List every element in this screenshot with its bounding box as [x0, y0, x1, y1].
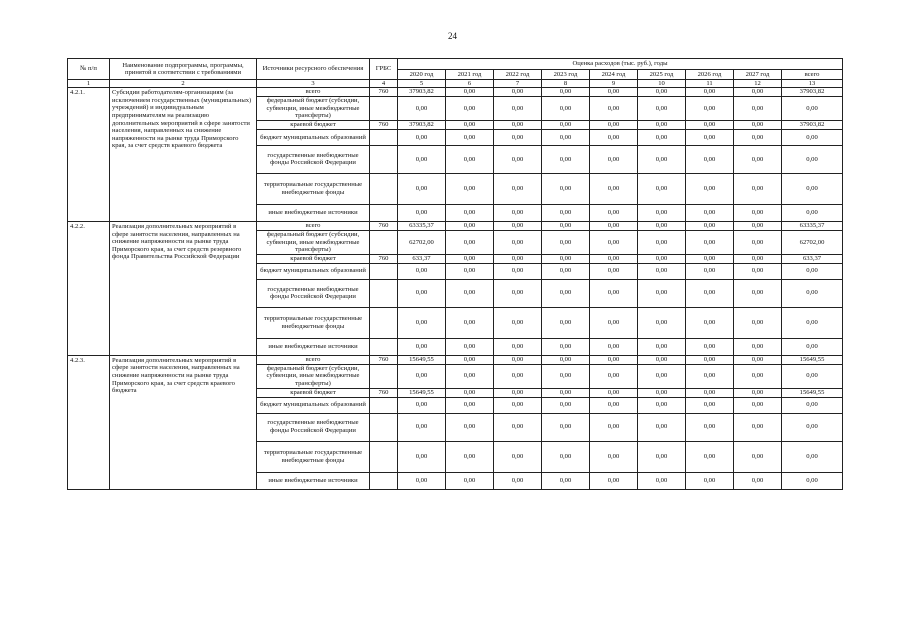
- header-year: 2026 год: [686, 69, 734, 80]
- funding-source: территориальные государственные внебюджетные фонды: [257, 307, 370, 338]
- grbs-code: [370, 441, 398, 472]
- amount-cell: 0,00: [590, 145, 638, 173]
- column-index: 5: [398, 80, 446, 88]
- amount-cell: 0,00: [686, 230, 734, 254]
- amount-cell: 0,00: [494, 129, 542, 145]
- table-row: [68, 355, 843, 364]
- amount-cell: 0,00: [590, 307, 638, 338]
- amount-cell: 62702,00: [398, 230, 446, 254]
- amount-cell: 0,00: [734, 307, 782, 338]
- amount-cell: 0,00: [446, 279, 494, 307]
- column-index: 1: [68, 80, 110, 88]
- amount-cell: 0,00: [446, 263, 494, 279]
- amount-cell: 0,00: [638, 263, 686, 279]
- amount-cell: 0,00: [590, 397, 638, 413]
- table-row: [68, 221, 843, 230]
- funding-source: федеральный бюджет (субсидии, субвенции, иные межбюджетные трансферты): [257, 364, 370, 388]
- amount-cell: 0,00: [494, 173, 542, 204]
- amount-cell: 0,00: [686, 129, 734, 145]
- budget-table: [67, 58, 843, 490]
- amount-cell: 0,00: [398, 97, 446, 121]
- funding-source: всего: [257, 355, 370, 364]
- amount-cell: 0,00: [734, 338, 782, 355]
- header-year: 2020 год: [398, 69, 446, 80]
- amount-cell: 0,00: [398, 413, 446, 441]
- amount-total: 0,00: [782, 472, 843, 489]
- header-estimate: Оценка расходов (тыс. руб.), годы: [398, 59, 843, 70]
- amount-total: 0,00: [782, 97, 843, 121]
- amount-cell: 0,00: [638, 145, 686, 173]
- amount-cell: 0,00: [542, 173, 590, 204]
- amount-cell: 0,00: [686, 364, 734, 388]
- amount-cell: 0,00: [494, 145, 542, 173]
- amount-total: 0,00: [782, 279, 843, 307]
- column-index: 2: [110, 80, 257, 88]
- grbs-code: [370, 413, 398, 441]
- amount-cell: 0,00: [542, 413, 590, 441]
- amount-cell: 0,00: [494, 230, 542, 254]
- amount-cell: 0,00: [494, 355, 542, 364]
- grbs-code: [370, 472, 398, 489]
- amount-cell: 0,00: [494, 307, 542, 338]
- grbs-code: [370, 279, 398, 307]
- amount-cell: 0,00: [734, 355, 782, 364]
- funding-source: государственные внебюджетные фонды Российской Федерации: [257, 413, 370, 441]
- column-index: 7: [494, 80, 542, 88]
- amount-cell: 0,00: [734, 120, 782, 129]
- funding-source: иные внебюджетные источники: [257, 204, 370, 221]
- grbs-code: [370, 204, 398, 221]
- grbs-code: 760: [370, 88, 398, 97]
- header-num: № п/п: [68, 59, 110, 80]
- amount-total: 15649,55: [782, 355, 843, 364]
- amount-cell: 0,00: [686, 221, 734, 230]
- funding-source: бюджет муниципальных образований: [257, 129, 370, 145]
- amount-cell: 0,00: [638, 204, 686, 221]
- column-index-row: [68, 80, 843, 88]
- amount-cell: 0,00: [590, 263, 638, 279]
- amount-cell: 0,00: [542, 97, 590, 121]
- funding-source: краевой бюджет: [257, 120, 370, 129]
- amount-cell: 0,00: [494, 397, 542, 413]
- amount-total: 0,00: [782, 307, 843, 338]
- amount-cell: 0,00: [446, 338, 494, 355]
- amount-cell: 0,00: [542, 230, 590, 254]
- grbs-code: [370, 129, 398, 145]
- amount-cell: 0,00: [638, 397, 686, 413]
- amount-cell: 0,00: [734, 263, 782, 279]
- amount-total: 0,00: [782, 338, 843, 355]
- amount-total: 62702,00: [782, 230, 843, 254]
- amount-cell: 0,00: [446, 472, 494, 489]
- amount-cell: 0,00: [590, 204, 638, 221]
- amount-cell: 0,00: [542, 145, 590, 173]
- amount-cell: 0,00: [686, 388, 734, 397]
- amount-total: 0,00: [782, 173, 843, 204]
- amount-cell: 0,00: [638, 97, 686, 121]
- amount-cell: 0,00: [734, 279, 782, 307]
- amount-cell: 0,00: [494, 263, 542, 279]
- amount-cell: 0,00: [446, 254, 494, 263]
- grbs-code: [370, 364, 398, 388]
- amount-cell: 0,00: [734, 173, 782, 204]
- amount-cell: 0,00: [686, 254, 734, 263]
- funding-source: территориальные государственные внебюджетные фонды: [257, 173, 370, 204]
- grbs-code: [370, 173, 398, 204]
- amount-cell: 0,00: [494, 97, 542, 121]
- column-index: 9: [590, 80, 638, 88]
- amount-cell: 0,00: [494, 338, 542, 355]
- amount-cell: 0,00: [494, 254, 542, 263]
- amount-cell: 0,00: [638, 279, 686, 307]
- amount-total: 633,37: [782, 254, 843, 263]
- funding-source: всего: [257, 88, 370, 97]
- amount-cell: 0,00: [398, 204, 446, 221]
- amount-cell: 0,00: [446, 230, 494, 254]
- amount-cell: 0,00: [638, 413, 686, 441]
- amount-total: 0,00: [782, 204, 843, 221]
- amount-cell: 0,00: [446, 97, 494, 121]
- grbs-code: [370, 397, 398, 413]
- amount-cell: 0,00: [446, 173, 494, 204]
- amount-cell: 0,00: [446, 120, 494, 129]
- amount-cell: 0,00: [686, 120, 734, 129]
- header-year: 2022 год: [494, 69, 542, 80]
- amount-cell: 0,00: [590, 254, 638, 263]
- amount-cell: 0,00: [638, 472, 686, 489]
- amount-cell: 0,00: [590, 364, 638, 388]
- amount-cell: 0,00: [590, 355, 638, 364]
- amount-cell: 0,00: [398, 173, 446, 204]
- header-year: 2025 год: [638, 69, 686, 80]
- amount-cell: 0,00: [590, 338, 638, 355]
- grbs-code: [370, 97, 398, 121]
- amount-cell: 0,00: [494, 364, 542, 388]
- amount-cell: 0,00: [734, 230, 782, 254]
- amount-cell: 0,00: [638, 129, 686, 145]
- amount-cell: 0,00: [734, 397, 782, 413]
- amount-cell: 0,00: [686, 97, 734, 121]
- table-body: [68, 88, 843, 489]
- amount-cell: 0,00: [446, 145, 494, 173]
- amount-cell: 0,00: [494, 221, 542, 230]
- amount-cell: 0,00: [542, 279, 590, 307]
- row-number: 4.2.1.: [68, 88, 110, 222]
- amount-cell: 0,00: [494, 441, 542, 472]
- amount-cell: 633,37: [398, 254, 446, 263]
- amount-cell: 0,00: [686, 263, 734, 279]
- amount-cell: 0,00: [590, 472, 638, 489]
- funding-source: территориальные государственные внебюджетные фонды: [257, 441, 370, 472]
- amount-cell: 0,00: [734, 129, 782, 145]
- amount-cell: 0,00: [590, 221, 638, 230]
- amount-cell: 0,00: [686, 355, 734, 364]
- amount-cell: 0,00: [398, 472, 446, 489]
- table-header: [68, 59, 843, 88]
- amount-cell: 0,00: [734, 472, 782, 489]
- funding-source: иные внебюджетные источники: [257, 472, 370, 489]
- amount-cell: 0,00: [494, 279, 542, 307]
- measure-name: Реализация дополнительных мероприятий в сфере занятости населения, направленных на снижение напряженности на рынке труда Приморского края, за счет средств краевого бюджета: [110, 355, 257, 489]
- amount-cell: 0,00: [638, 338, 686, 355]
- amount-cell: 0,00: [590, 129, 638, 145]
- amount-cell: 0,00: [446, 221, 494, 230]
- header-year: 2023 год: [542, 69, 590, 80]
- amount-cell: 0,00: [398, 364, 446, 388]
- amount-cell: 0,00: [734, 97, 782, 121]
- amount-cell: 0,00: [398, 338, 446, 355]
- amount-cell: 0,00: [590, 88, 638, 97]
- amount-cell: 0,00: [590, 279, 638, 307]
- amount-cell: 0,00: [542, 388, 590, 397]
- amount-cell: 0,00: [734, 221, 782, 230]
- header-source: Источники ресурсного обеспечения: [257, 59, 370, 80]
- amount-cell: 0,00: [734, 413, 782, 441]
- grbs-code: [370, 307, 398, 338]
- grbs-code: [370, 230, 398, 254]
- column-index: 13: [782, 80, 843, 88]
- column-index: 3: [257, 80, 370, 88]
- amount-cell: 0,00: [686, 204, 734, 221]
- amount-cell: 0,00: [686, 441, 734, 472]
- amount-cell: 0,00: [686, 173, 734, 204]
- amount-cell: 0,00: [638, 88, 686, 97]
- amount-cell: 0,00: [542, 88, 590, 97]
- amount-cell: 0,00: [398, 397, 446, 413]
- grbs-code: [370, 338, 398, 355]
- column-index: 11: [686, 80, 734, 88]
- amount-cell: 0,00: [590, 173, 638, 204]
- amount-cell: 0,00: [542, 355, 590, 364]
- funding-source: краевой бюджет: [257, 254, 370, 263]
- amount-cell: 0,00: [686, 397, 734, 413]
- grbs-code: 760: [370, 355, 398, 364]
- grbs-code: 760: [370, 221, 398, 230]
- amount-cell: 0,00: [446, 388, 494, 397]
- amount-cell: 0,00: [494, 120, 542, 129]
- amount-total: 0,00: [782, 397, 843, 413]
- amount-cell: 0,00: [494, 388, 542, 397]
- amount-cell: 0,00: [734, 441, 782, 472]
- amount-total: 0,00: [782, 364, 843, 388]
- amount-cell: 0,00: [590, 441, 638, 472]
- grbs-code: 760: [370, 254, 398, 263]
- amount-cell: 0,00: [590, 388, 638, 397]
- amount-total: 37903,82: [782, 120, 843, 129]
- amount-cell: 0,00: [734, 388, 782, 397]
- grbs-code: 760: [370, 120, 398, 129]
- column-index: 6: [446, 80, 494, 88]
- amount-cell: 0,00: [590, 230, 638, 254]
- amount-cell: 0,00: [734, 204, 782, 221]
- amount-total: 0,00: [782, 145, 843, 173]
- amount-cell: 0,00: [638, 355, 686, 364]
- amount-cell: 0,00: [542, 472, 590, 489]
- amount-cell: 0,00: [542, 221, 590, 230]
- amount-cell: 0,00: [446, 364, 494, 388]
- amount-cell: 0,00: [590, 120, 638, 129]
- amount-cell: 0,00: [734, 88, 782, 97]
- amount-cell: 0,00: [398, 129, 446, 145]
- amount-cell: 0,00: [542, 441, 590, 472]
- row-number: 4.2.3.: [68, 355, 110, 489]
- header-year: 2027 год: [734, 69, 782, 80]
- amount-cell: 0,00: [494, 413, 542, 441]
- header-name: Наименование подпрограммы, программы, принятой в соответствии с требованиями: [110, 59, 257, 80]
- amount-total: 15649,55: [782, 388, 843, 397]
- amount-cell: 0,00: [638, 364, 686, 388]
- amount-total: 37903,82: [782, 88, 843, 97]
- amount-total: 0,00: [782, 413, 843, 441]
- amount-total: 0,00: [782, 441, 843, 472]
- funding-source: краевой бюджет: [257, 388, 370, 397]
- funding-source: федеральный бюджет (субсидии, субвенции, иные межбюджетные трансферты): [257, 97, 370, 121]
- amount-cell: 0,00: [734, 364, 782, 388]
- funding-source: бюджет муниципальных образований: [257, 397, 370, 413]
- funding-source: федеральный бюджет (субсидии, субвенции, иные межбюджетные трансферты): [257, 230, 370, 254]
- grbs-code: [370, 263, 398, 279]
- amount-cell: 0,00: [398, 263, 446, 279]
- amount-cell: 0,00: [638, 173, 686, 204]
- amount-cell: 0,00: [446, 88, 494, 97]
- amount-cell: 0,00: [638, 441, 686, 472]
- row-number: 4.2.2.: [68, 221, 110, 355]
- amount-cell: 0,00: [446, 355, 494, 364]
- amount-cell: 0,00: [446, 204, 494, 221]
- amount-cell: 15649,55: [398, 388, 446, 397]
- amount-cell: 0,00: [686, 413, 734, 441]
- amount-cell: 0,00: [542, 397, 590, 413]
- amount-cell: 37903,82: [398, 88, 446, 97]
- amount-cell: 63335,37: [398, 221, 446, 230]
- amount-cell: 0,00: [590, 413, 638, 441]
- amount-cell: 0,00: [590, 97, 638, 121]
- table-row: [68, 88, 843, 97]
- amount-cell: 0,00: [542, 129, 590, 145]
- amount-cell: 0,00: [638, 254, 686, 263]
- amount-cell: 0,00: [686, 472, 734, 489]
- amount-cell: 0,00: [398, 279, 446, 307]
- header-year: 2024 год: [590, 69, 638, 80]
- measure-name: Субсидии работодателям-организациям (за исключением государственных (муниципальных) учреждений) и индивидуальным предпринимателям на реализацию дополнительных мероприятий в сфере занятости населения, направленных на снижение напряженности на рынке труда Приморского края, за счет средств краевого бюджета: [110, 88, 257, 222]
- funding-source: бюджет муниципальных образований: [257, 263, 370, 279]
- column-index: 12: [734, 80, 782, 88]
- amount-cell: 0,00: [446, 307, 494, 338]
- measure-name: Реализация дополнительных мероприятий в сфере занятости населения, направленных на снижение напряженности на рынке труда Приморского края, за счет средств резервного фонда Правительства Российской Федерации: [110, 221, 257, 355]
- header-grbs: ГРБС: [370, 59, 398, 80]
- amount-cell: 0,00: [494, 472, 542, 489]
- amount-total: 0,00: [782, 263, 843, 279]
- column-index: 4: [370, 80, 398, 88]
- funding-source: иные внебюджетные источники: [257, 338, 370, 355]
- amount-cell: 0,00: [638, 221, 686, 230]
- grbs-code: [370, 145, 398, 173]
- amount-cell: 0,00: [686, 279, 734, 307]
- amount-cell: 0,00: [398, 441, 446, 472]
- amount-cell: 0,00: [542, 338, 590, 355]
- funding-source: всего: [257, 221, 370, 230]
- amount-cell: 0,00: [686, 88, 734, 97]
- amount-cell: 0,00: [494, 204, 542, 221]
- amount-cell: 0,00: [542, 307, 590, 338]
- grbs-code: 760: [370, 388, 398, 397]
- amount-cell: 0,00: [734, 145, 782, 173]
- amount-cell: 0,00: [542, 263, 590, 279]
- funding-source: государственные внебюджетные фонды Российской Федерации: [257, 279, 370, 307]
- amount-cell: 0,00: [638, 388, 686, 397]
- amount-cell: 15649,55: [398, 355, 446, 364]
- amount-cell: 37903,82: [398, 120, 446, 129]
- amount-cell: 0,00: [446, 441, 494, 472]
- amount-cell: 0,00: [686, 338, 734, 355]
- amount-cell: 0,00: [542, 204, 590, 221]
- amount-cell: 0,00: [542, 120, 590, 129]
- funding-source: государственные внебюджетные фонды Российской Федерации: [257, 145, 370, 173]
- amount-total: 63335,37: [782, 221, 843, 230]
- amount-cell: 0,00: [446, 129, 494, 145]
- amount-cell: 0,00: [398, 145, 446, 173]
- amount-total: 0,00: [782, 129, 843, 145]
- header-year-total: всего: [782, 69, 843, 80]
- amount-cell: 0,00: [686, 307, 734, 338]
- amount-cell: 0,00: [542, 364, 590, 388]
- amount-cell: 0,00: [494, 88, 542, 97]
- amount-cell: 0,00: [734, 254, 782, 263]
- header-year: 2021 год: [446, 69, 494, 80]
- amount-cell: 0,00: [446, 413, 494, 441]
- column-index: 10: [638, 80, 686, 88]
- amount-cell: 0,00: [638, 230, 686, 254]
- amount-cell: 0,00: [542, 254, 590, 263]
- column-index: 8: [542, 80, 590, 88]
- amount-cell: 0,00: [398, 307, 446, 338]
- amount-cell: 0,00: [446, 397, 494, 413]
- amount-cell: 0,00: [638, 120, 686, 129]
- page-number: 24: [448, 31, 457, 41]
- amount-cell: 0,00: [638, 307, 686, 338]
- amount-cell: 0,00: [686, 145, 734, 173]
